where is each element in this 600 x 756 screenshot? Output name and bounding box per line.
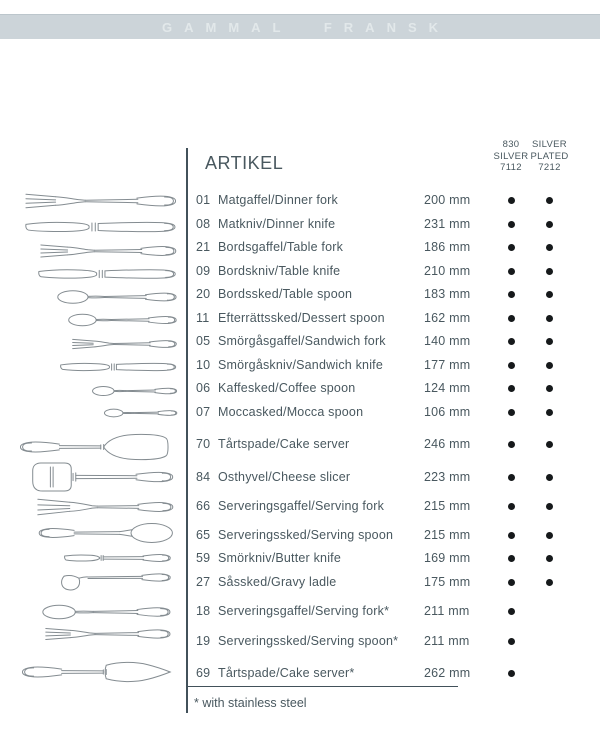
table-spoon-illustration (58, 291, 176, 304)
item-number: 05 (196, 334, 211, 348)
item-number: 20 (196, 287, 211, 301)
item-size: 223 mm (424, 469, 471, 484)
availability-dot (546, 338, 553, 345)
item-size: 200 mm (424, 193, 471, 207)
item-number: 19 (196, 633, 211, 648)
silver-plated-dot (543, 571, 555, 595)
silver-830-dot (505, 662, 517, 686)
cake-server-illustration (20, 434, 168, 459)
table-row (188, 495, 600, 519)
item-number: 10 (196, 357, 211, 372)
column-header-830-silver: 830 SILVER 7112 (493, 139, 529, 173)
item-name: Bordsgaffel/Table fork (218, 240, 344, 254)
item-number: 21 (196, 240, 211, 254)
availability-dot (546, 268, 553, 275)
table-title: ARTIKEL (205, 153, 284, 173)
silver-830-dot (505, 260, 517, 284)
availability-dot (508, 638, 515, 645)
silver-830-dot (505, 377, 517, 401)
item-number: 70 (196, 437, 211, 451)
availability-dot (508, 670, 515, 677)
item-size: 162 mm (424, 310, 471, 325)
availability-dot (546, 315, 553, 322)
table-row (188, 547, 600, 571)
availability-dot (508, 291, 515, 298)
dinner-knife-illustration (26, 222, 175, 231)
item-number: 06 (196, 381, 211, 395)
silver-plated-dot (543, 377, 555, 401)
availability-dot (546, 441, 553, 448)
item-size: 231 mm (424, 216, 471, 231)
item-number: 07 (196, 404, 211, 419)
availability-dot (546, 244, 553, 251)
silver-830-dot (505, 433, 517, 457)
item-number: 01 (196, 193, 211, 207)
table-row (188, 466, 600, 490)
item-size: 215 mm (424, 499, 471, 513)
sandwich-knife-illustration (61, 363, 176, 370)
dinner-fork-illustration (26, 194, 176, 207)
item-number: 27 (196, 574, 211, 589)
item-size: 210 mm (424, 263, 471, 278)
silver-plated-dot (543, 213, 555, 237)
silver-830-dot (505, 330, 517, 354)
silver-plated-dot (543, 189, 555, 213)
availability-dot (546, 579, 553, 586)
availability-dot (508, 532, 515, 539)
table-row (188, 524, 600, 548)
silver-830-dot (505, 189, 517, 213)
item-size: 211 mm (424, 604, 470, 618)
item-size: 140 mm (424, 334, 471, 348)
item-name: Serveringsgaffel/Serving fork* (218, 604, 390, 618)
silver-830-dot (505, 630, 517, 654)
cake-server-steel-illustration (23, 662, 171, 681)
availability-dot (508, 579, 515, 586)
cutlery-illustrations (0, 0, 186, 756)
item-name: Såssked/Gravy ladle (218, 574, 337, 589)
availability-dot (546, 409, 553, 416)
availability-dot (508, 362, 515, 369)
silver-830-dot (505, 307, 517, 331)
item-name: Matkniv/Dinner knife (218, 216, 336, 231)
silver-plated-dot (543, 236, 555, 260)
item-size: 106 mm (424, 404, 471, 419)
silver-830-dot (505, 236, 517, 260)
silver-plated-dot (543, 330, 555, 354)
silver-830-dot (505, 524, 517, 548)
butter-knife-illustration (65, 555, 171, 562)
item-number: 18 (196, 604, 211, 618)
table-row (188, 571, 600, 595)
item-name: Moccasked/Mocca spoon (218, 404, 364, 419)
availability-dot (546, 532, 553, 539)
availability-dot (546, 385, 553, 392)
item-number: 66 (196, 499, 211, 513)
table-row (188, 189, 600, 213)
item-name: Matgaffel/Dinner fork (218, 193, 338, 207)
column-header-silver-plated: SILVER PLATED 7212 (530, 139, 569, 173)
availability-dot (508, 268, 515, 275)
table-row (188, 330, 600, 354)
gravy-ladle-illustration (62, 574, 171, 590)
item-name: Tårtspade/Cake server* (218, 666, 355, 680)
item-size: 175 mm (424, 574, 471, 589)
silver-plated-dot (543, 524, 555, 548)
item-name: Smörgåsgaffel/Sandwich fork (218, 334, 386, 348)
table-row (188, 307, 600, 331)
silver-830-dot (505, 600, 517, 624)
availability-dot (546, 362, 553, 369)
silver-plated-dot (543, 433, 555, 457)
item-size: 215 mm (424, 527, 471, 542)
item-name: Tårtspade/Cake server (218, 437, 350, 451)
item-number: 08 (196, 216, 211, 231)
availability-dot (508, 338, 515, 345)
table-row (188, 630, 600, 654)
silver-830-dot (505, 571, 517, 595)
sandwich-fork-illustration (73, 339, 177, 348)
item-number: 59 (196, 551, 211, 565)
item-name: Serveringsgaffel/Serving fork (218, 499, 385, 513)
serving-fork-illustration (38, 499, 173, 515)
coffee-spoon-illustration (93, 387, 177, 396)
silver-plated-dot (543, 466, 555, 490)
table-knife-illustration (39, 270, 175, 279)
item-number: 84 (196, 469, 211, 484)
item-name: Efterrättssked/Dessert spoon (218, 310, 385, 325)
availability-dot (508, 244, 515, 251)
table-row (188, 433, 600, 457)
footnote-rule (186, 686, 458, 687)
item-size: 169 mm (424, 551, 471, 565)
item-name: Bordskniv/Table knife (218, 263, 341, 278)
availability-dot (546, 503, 553, 510)
availability-dot (508, 608, 515, 615)
table-row (188, 213, 600, 237)
item-name: Smörkniv/Butter knife (218, 551, 341, 565)
availability-dot (508, 197, 515, 204)
serving-spoon-steel-illustration (43, 605, 170, 618)
item-size: 124 mm (424, 381, 471, 395)
silver-830-dot (505, 495, 517, 519)
silver-830-dot (505, 547, 517, 571)
table-row (188, 662, 600, 686)
availability-dot (508, 555, 515, 562)
silver-plated-dot (543, 260, 555, 284)
table-row (188, 377, 600, 401)
table-row (188, 354, 600, 378)
item-number: 65 (196, 527, 211, 542)
silver-830-dot (505, 354, 517, 378)
silver-plated-dot (543, 401, 555, 425)
silver-830-dot (505, 401, 517, 425)
silver-plated-dot (543, 354, 555, 378)
availability-dot (546, 221, 553, 228)
article-rows (188, 189, 600, 686)
item-name: Serveringssked/Serving spoon (218, 527, 394, 542)
silver-plated-dot (543, 547, 555, 571)
availability-dot (546, 291, 553, 298)
footnote: * with stainless steel (194, 696, 307, 710)
item-name: Smörgåskniv/Sandwich knife (218, 357, 383, 372)
table-fork-illustration (41, 245, 176, 257)
item-size: 183 mm (424, 287, 471, 301)
table-row (188, 401, 600, 425)
availability-dot (546, 197, 553, 204)
availability-dot (508, 409, 515, 416)
item-size: 186 mm (424, 240, 471, 254)
availability-dot (508, 441, 515, 448)
cheese-slicer-illustration (33, 463, 173, 491)
table-row (188, 283, 600, 307)
serving-spoon-illustration (39, 524, 172, 543)
availability-dot (508, 315, 515, 322)
item-number: 09 (196, 263, 211, 278)
silver-plated-dot (543, 495, 555, 519)
item-size: 262 mm (424, 666, 471, 680)
item-size: 246 mm (424, 437, 471, 451)
silver-830-dot (505, 283, 517, 307)
collection-title: GAMMAL FRANSK (161, 19, 451, 35)
dessert-spoon-illustration (69, 314, 177, 325)
silver-plated-dot (543, 307, 555, 331)
silver-830-dot (505, 466, 517, 490)
availability-dot (508, 385, 515, 392)
item-name: Kaffesked/Coffee spoon (218, 381, 356, 395)
item-size: 177 mm (424, 357, 471, 372)
item-number: 69 (196, 666, 211, 680)
mocca-spoon-illustration (104, 409, 176, 417)
item-name: Serveringssked/Serving spoon* (218, 633, 399, 648)
silver-830-dot (505, 213, 517, 237)
item-size: 211 mm (424, 633, 470, 648)
availability-dot (508, 474, 515, 481)
availability-dot (508, 503, 515, 510)
item-name: Osthyvel/Cheese slicer (218, 469, 351, 484)
table-row (188, 236, 600, 260)
availability-dot (546, 555, 553, 562)
item-name: Bordssked/Table spoon (218, 287, 353, 301)
table-row (188, 260, 600, 284)
availability-dot (546, 474, 553, 481)
item-number: 11 (196, 310, 210, 325)
availability-dot (508, 221, 515, 228)
table-row (188, 600, 600, 624)
serving-fork-steel-illustration (46, 628, 170, 639)
silver-plated-dot (543, 283, 555, 307)
